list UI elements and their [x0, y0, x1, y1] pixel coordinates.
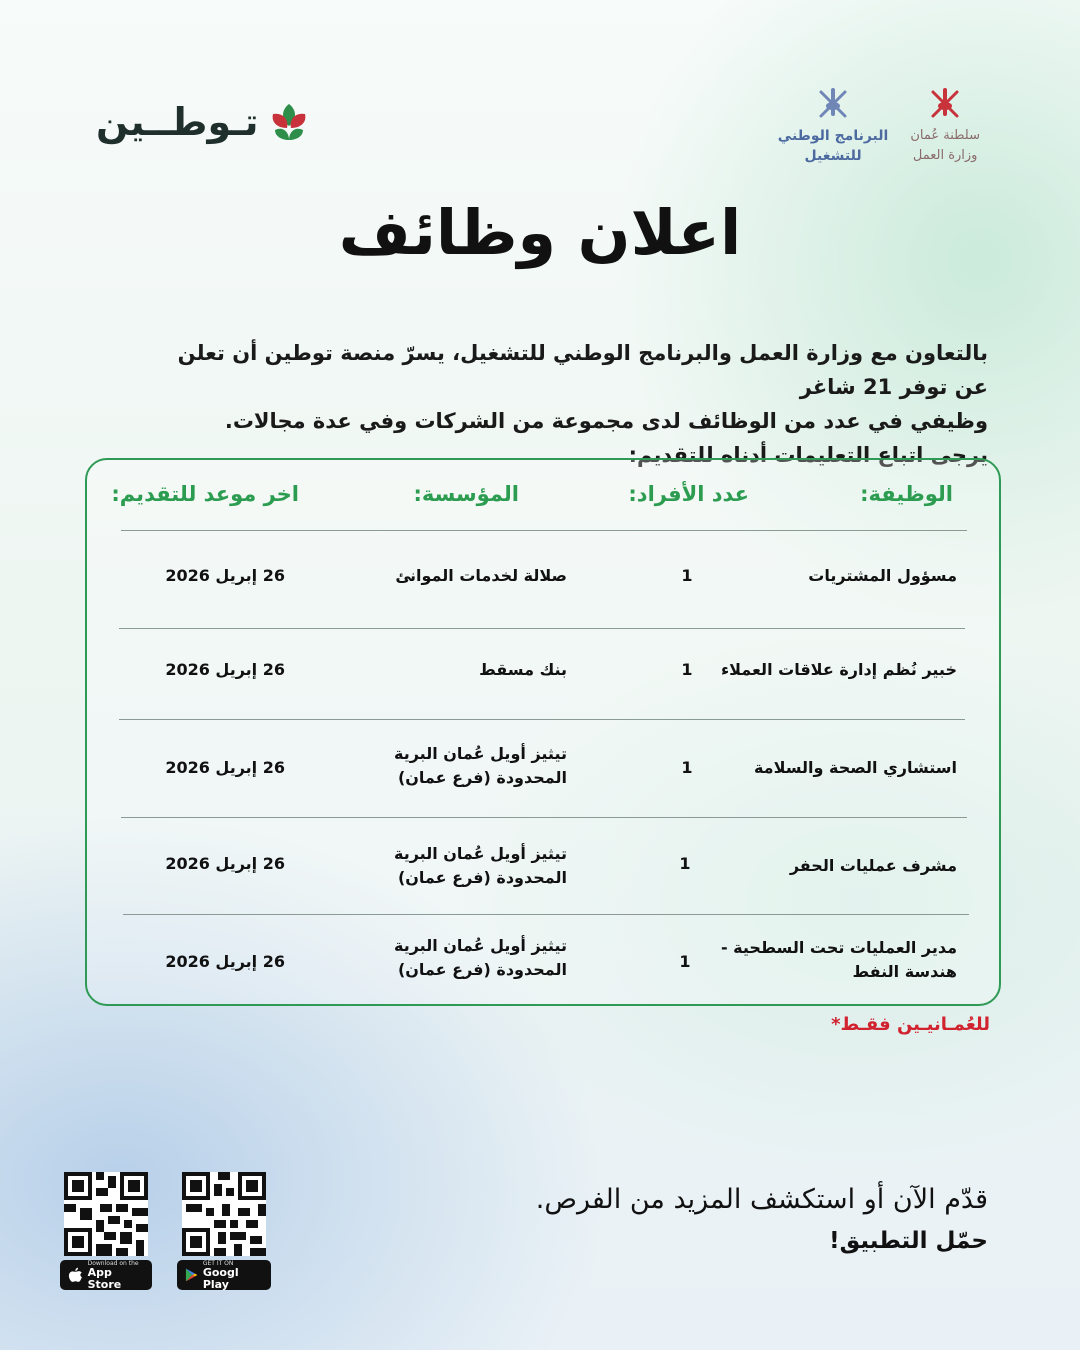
- cta-download-text: حمّل التطبيق!: [829, 1228, 988, 1254]
- row2-job: خبير نُظم إدارة علاقات العملاء: [720, 660, 957, 679]
- header-deadline: اخر موعد للتقديم:: [111, 482, 299, 506]
- google-badge-big: Googl Play: [202, 1265, 239, 1291]
- row3-count: 1: [681, 758, 693, 777]
- row5-count: 1: [679, 952, 691, 971]
- call-to-action: [536, 1180, 988, 1254]
- header-company: المؤسسة:: [413, 482, 519, 506]
- intro-text: [148, 336, 988, 472]
- row-divider: [121, 530, 967, 531]
- row1-company: صلالة لخدمات الموانئ: [395, 566, 567, 585]
- oman-emblem-icon: [925, 84, 965, 124]
- row1-deadline: 26 إبريل 2026: [165, 566, 285, 585]
- omani-only-note: للعُمـانيـين فقـط*: [831, 1014, 990, 1035]
- row3-company: تيثيز أويل عُمان البرية المحدودة (فرع عمان): [394, 744, 567, 787]
- intro-line-3: يرجى اتباع التعليمات أدناه للتقديم:: [628, 443, 988, 467]
- row-divider: [119, 719, 965, 720]
- row4-company: تيثيز أويل عُمان البرية المحدودة (فرع عمان): [394, 844, 567, 887]
- apple-badge-big: App Store: [87, 1265, 122, 1291]
- google-play-badge[interactable]: [177, 1260, 271, 1290]
- intro-line-2: وظيفي في عدد من الوظائف لدى مجموعة من الشركات وفي عدة مجالات.: [224, 409, 988, 433]
- ministry-of-labour-logo: [910, 84, 980, 164]
- ministry-line1: سلطنة عُمان: [910, 128, 980, 143]
- tawteen-leaf-icon: [267, 100, 311, 144]
- row3-job: استشاري الصحة والسلامة: [753, 758, 957, 777]
- row5-deadline: 26 إبريل 2026: [165, 952, 285, 971]
- row4-count: 1: [679, 854, 691, 873]
- brand-name: تـوطــين: [96, 100, 259, 144]
- row4-job: مشرف عمليات الحفر: [789, 856, 957, 875]
- google-play-qr-icon[interactable]: [182, 1172, 266, 1256]
- apple-badge-small: Download on the: [87, 1259, 139, 1267]
- national-program-logo: [778, 84, 889, 164]
- header-job: الوظيفة:: [860, 482, 953, 506]
- national-program-line2: للتشغيل: [804, 148, 862, 164]
- row4-deadline: 26 إبريل 2026: [165, 854, 285, 873]
- google-badge-small: GET IT ON: [202, 1259, 234, 1267]
- header-count: عدد الأفراد:: [628, 482, 749, 506]
- oman-emblem-icon: [813, 84, 853, 124]
- row-divider: [119, 628, 965, 629]
- intro-line-1: بالتعاون مع وزارة العمل والبرنامج الوطني للتشغيل، يسرّ منصة توطين أن تعلن عن توفر 21 شاغر: [177, 341, 988, 399]
- jobs-table: [85, 458, 1001, 1006]
- row1-job: مسؤول المشتريات: [808, 566, 957, 585]
- ministry-line2: وزارة العمل: [912, 148, 978, 163]
- row2-company: بنك مسقط: [479, 660, 567, 679]
- apple-icon: [68, 1266, 83, 1284]
- app-store-qr-icon[interactable]: [64, 1172, 148, 1256]
- ministry-logos: [778, 84, 980, 164]
- row3-deadline: 26 إبريل 2026: [165, 758, 285, 777]
- row2-deadline: 26 إبريل 2026: [165, 660, 285, 679]
- tawteen-logo: [96, 100, 311, 144]
- app-store-badge[interactable]: [60, 1260, 152, 1290]
- page-title: اعلان وظائف: [338, 196, 742, 269]
- row-divider: [123, 914, 969, 915]
- row-divider: [121, 817, 967, 818]
- google-play-icon: [185, 1267, 198, 1283]
- row2-count: 1: [681, 660, 693, 679]
- row1-count: 1: [681, 566, 693, 585]
- cta-main-text: قدّم الآن أو استكشف المزيد من الفرص.: [535, 1184, 988, 1215]
- row5-job: مدير العمليات تحت السطحية - هندسة النفط: [720, 938, 957, 981]
- national-program-line1: البرنامج الوطني: [777, 128, 889, 144]
- row5-company: تيثيز أويل عُمان البرية المحدودة (فرع عمان): [394, 936, 567, 979]
